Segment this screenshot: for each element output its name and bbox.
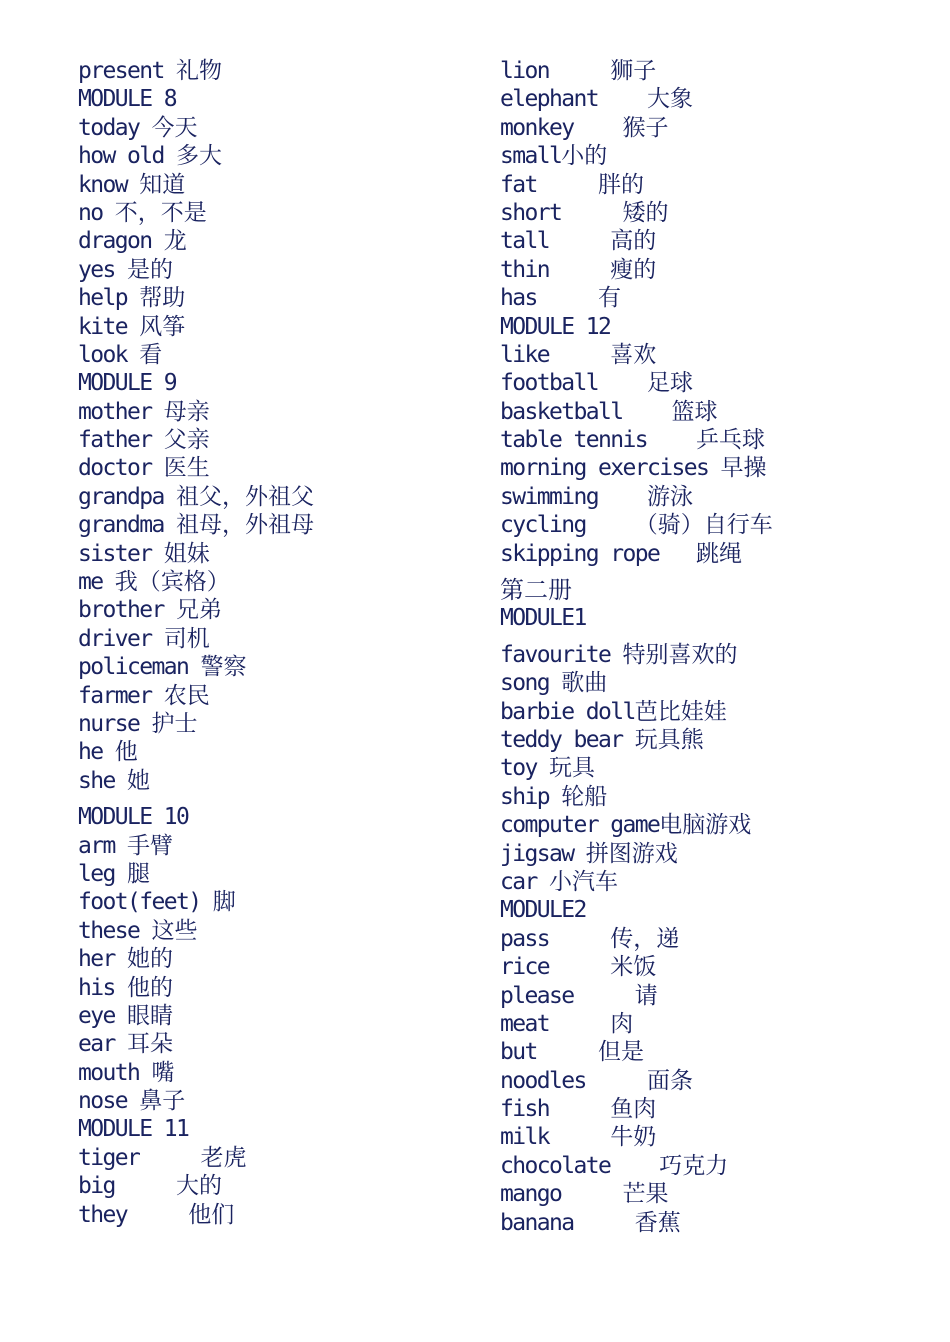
english-word: they	[78, 1201, 189, 1228]
english-word: elephant	[500, 86, 647, 113]
vocab-entry-favourite	[500, 641, 920, 669]
chinese-meaning: 玩具	[549, 755, 595, 782]
english-word: big	[78, 1173, 176, 1200]
english-word: but	[500, 1039, 598, 1066]
english-word: me	[78, 569, 115, 596]
english-word: jigsaw	[500, 840, 586, 867]
vocab-entry-look	[78, 341, 458, 369]
chinese-meaning: 足球	[646, 370, 693, 397]
english-word: toy	[500, 755, 549, 782]
vocab-entry-swimming	[500, 483, 920, 511]
vocab-entry-small	[500, 142, 920, 170]
vocab-entry-tiger	[78, 1144, 458, 1172]
english-word: lion	[500, 58, 611, 84]
vocab-entry-dragon	[78, 227, 458, 255]
chinese-meaning: 鱼肉	[610, 1096, 657, 1123]
english-word: farmer	[78, 682, 164, 709]
vocab-entry-no	[78, 199, 458, 227]
english-word: monkey	[500, 114, 623, 141]
vocab-entry-computer-game	[500, 811, 920, 839]
section-heading	[500, 313, 920, 341]
chinese-meaning: 父亲	[163, 427, 210, 454]
chinese-meaning: 耳朵	[127, 1031, 173, 1058]
chinese-meaning: 乒乓球	[695, 427, 765, 454]
english-word: driver	[78, 625, 164, 652]
english-word: banana	[500, 1209, 635, 1236]
vocab-entry-her	[78, 945, 458, 973]
english-word: fish	[500, 1096, 611, 1123]
vocab-entry-football	[500, 369, 920, 397]
english-word: doctor	[78, 455, 164, 482]
vocab-entry-mother	[78, 398, 458, 426]
vocab-entry-nose	[78, 1087, 458, 1115]
vocab-entry-car	[500, 868, 920, 896]
section-heading	[500, 576, 920, 604]
english-word: MODULE 11	[78, 1116, 189, 1143]
vocab-entry-kite	[78, 313, 458, 341]
english-word: no	[78, 199, 115, 226]
english-word: tall	[500, 228, 611, 255]
chinese-meaning: 大的	[175, 1173, 222, 1200]
english-word: know	[78, 171, 140, 198]
chinese-meaning: 嘴	[151, 1059, 175, 1086]
english-word: how old	[78, 143, 176, 170]
vocab-entry-present	[78, 57, 458, 85]
vocab-entry-song	[500, 669, 920, 697]
chinese-meaning: 今天	[151, 114, 198, 141]
chinese-meaning: 礼物	[175, 58, 222, 84]
english-word: MODULE 8	[78, 86, 176, 113]
vocab-entry-skipping-rope	[500, 540, 920, 568]
chinese-meaning: 我（宾格）	[114, 569, 230, 596]
english-word: teddy bear	[500, 726, 635, 753]
chinese-meaning: 手臂	[127, 832, 173, 859]
vocab-entry-but	[500, 1038, 920, 1066]
chinese-meaning: 她	[127, 767, 150, 794]
chinese-meaning: 小汽车	[549, 868, 618, 895]
english-word: he	[78, 739, 115, 766]
english-word: his	[78, 974, 127, 1001]
english-word: these	[78, 917, 152, 944]
chinese-meaning: 看	[139, 341, 163, 368]
chinese-meaning: 这些	[151, 917, 198, 944]
chinese-meaning: 矮的	[622, 199, 669, 226]
english-word: arm	[78, 832, 127, 859]
vocab-entry-ear	[78, 1030, 458, 1058]
vocab-entry-eye	[78, 1002, 458, 1030]
english-word: present	[78, 58, 176, 84]
english-word: MODULE2	[500, 897, 586, 924]
vocab-entry-cycling	[500, 511, 920, 539]
english-word: song	[500, 670, 562, 697]
vocab-entry-mouth	[78, 1059, 458, 1087]
vocab-entry-basketball	[500, 398, 920, 426]
english-word: yes	[78, 256, 127, 283]
english-word: rice	[500, 954, 611, 981]
vocab-entry-brother	[78, 596, 458, 624]
chinese-meaning: 风筝	[139, 313, 186, 340]
vocab-entry-thin	[500, 256, 920, 284]
english-word: thin	[500, 256, 611, 283]
english-word: cycling	[500, 512, 635, 539]
chinese-meaning: 是的	[127, 256, 173, 283]
vocab-entry-jigsaw	[500, 840, 920, 868]
vocab-entry-banana	[500, 1209, 920, 1237]
english-word: help	[78, 285, 140, 312]
english-word: nose	[78, 1088, 140, 1115]
english-word: table tennis	[500, 427, 696, 454]
chinese-meaning: 胖的	[597, 171, 644, 198]
vocab-entry-foot-feet	[78, 888, 458, 916]
english-word: please	[500, 982, 635, 1009]
chinese-meaning: 早操	[720, 455, 767, 482]
english-word: noodles	[500, 1067, 647, 1094]
vocab-entry-nurse	[78, 710, 458, 738]
chinese-meaning: 跳绳	[695, 540, 742, 567]
vocab-entry-me	[78, 568, 458, 596]
vocab-entry-short	[500, 199, 920, 227]
chinese-meaning: 帮助	[139, 285, 186, 312]
chinese-meaning: 多大	[175, 143, 222, 170]
english-word: favourite	[500, 641, 623, 668]
vocab-entry-mango	[500, 1180, 920, 1208]
english-word: basketball	[500, 398, 672, 425]
vocab-entry-policeman	[78, 653, 458, 681]
vocab-entry-big	[78, 1172, 458, 1200]
chinese-meaning: 电脑游戏	[659, 812, 752, 839]
english-word: foot(feet)	[78, 889, 213, 916]
vocab-entry-chocolate	[500, 1152, 920, 1180]
chinese-meaning: 拼图游戏	[585, 840, 678, 867]
chinese-meaning: 肉	[610, 1010, 634, 1037]
chinese-meaning: 瘦的	[610, 256, 657, 283]
vocab-entry-table-tennis	[500, 426, 920, 454]
english-word: mother	[78, 398, 164, 425]
chinese-meaning: 游泳	[646, 483, 693, 510]
vocab-entry-she	[78, 767, 458, 795]
english-word: grandpa	[78, 483, 176, 510]
vocab-entry-they	[78, 1201, 458, 1229]
english-word: fat	[500, 171, 598, 198]
chinese-meaning: 医生	[163, 455, 210, 482]
vocab-entry-fat	[500, 171, 920, 199]
english-word: policeman	[78, 654, 201, 681]
right-vocabulary-column	[500, 57, 920, 1237]
chinese-meaning: 第二册	[500, 576, 572, 605]
vocab-entry-pass	[500, 925, 920, 953]
english-word: small	[500, 143, 562, 170]
english-word: MODULE 10	[78, 804, 189, 831]
english-word: her	[78, 946, 127, 973]
vocab-entry-yes	[78, 256, 458, 284]
english-word: MODULE1	[500, 605, 586, 632]
chinese-meaning: 猴子	[622, 114, 669, 141]
vocab-entry-grandma	[78, 511, 458, 539]
vocab-entry-farmer	[78, 682, 458, 710]
english-word: morning exercises	[500, 455, 721, 482]
english-word: nurse	[78, 710, 152, 737]
english-word: ship	[500, 783, 562, 810]
chinese-meaning: 鼻子	[139, 1088, 186, 1115]
vocab-entry-like	[500, 341, 920, 369]
english-word: like	[500, 341, 611, 368]
chinese-meaning: 不，不是	[114, 199, 207, 226]
chinese-meaning: 特别喜欢的	[622, 641, 738, 668]
chinese-meaning: 有	[597, 285, 621, 312]
chinese-meaning: 腿	[127, 860, 150, 887]
english-word: tiger	[78, 1144, 201, 1171]
chinese-meaning: 眼睛	[127, 1002, 173, 1029]
english-word: dragon	[78, 228, 164, 255]
chinese-meaning: 母亲	[163, 398, 210, 425]
chinese-meaning: 龙	[163, 228, 187, 255]
chinese-meaning: 小的	[561, 143, 608, 170]
vocab-entry-ship	[500, 783, 920, 811]
english-word: mouth	[78, 1059, 152, 1086]
english-word: sister	[78, 540, 164, 567]
vocab-entry-how-old	[78, 142, 458, 170]
vocab-entry-these	[78, 917, 458, 945]
vocab-entry-elephant	[500, 85, 920, 113]
chinese-meaning: 护士	[151, 710, 198, 737]
chinese-meaning: 大象	[646, 86, 693, 113]
english-word: MODULE 9	[78, 370, 176, 397]
chinese-meaning: 牛奶	[610, 1124, 657, 1151]
chinese-meaning: 农民	[163, 682, 210, 709]
vocab-entry-teddy-bear	[500, 726, 920, 754]
vocab-entry-driver	[78, 625, 458, 653]
vocab-entry-know	[78, 171, 458, 199]
left-vocabulary-column	[78, 57, 458, 1229]
vocab-entry-his	[78, 974, 458, 1002]
english-word: MODULE 12	[500, 313, 611, 340]
chinese-meaning: 巧克力	[659, 1152, 729, 1179]
chinese-meaning: 歌曲	[561, 670, 608, 697]
vocab-entry-grandpa	[78, 483, 458, 511]
chinese-meaning: 米饭	[610, 954, 657, 981]
vocab-entry-monkey	[500, 114, 920, 142]
chinese-meaning: 篮球	[671, 398, 718, 425]
section-heading	[78, 85, 458, 113]
vocab-entry-sister	[78, 540, 458, 568]
english-word: chocolate	[500, 1152, 660, 1179]
section-heading	[78, 1115, 458, 1143]
chinese-meaning: 请	[634, 982, 658, 1009]
chinese-meaning: 姐妹	[163, 540, 210, 567]
vocab-entry-meat	[500, 1010, 920, 1038]
english-word: kite	[78, 313, 140, 340]
english-word: grandma	[78, 512, 176, 539]
chinese-meaning: 老虎	[200, 1144, 247, 1171]
vocab-entry-doctor	[78, 454, 458, 482]
chinese-meaning: 芭比娃娃	[634, 698, 727, 725]
english-word: brother	[78, 597, 176, 624]
section-heading	[500, 896, 920, 924]
english-word: skipping rope	[500, 540, 696, 567]
chinese-meaning: 她的	[127, 946, 173, 973]
chinese-meaning: 喜欢	[610, 341, 657, 368]
english-word: milk	[500, 1124, 611, 1151]
vocab-entry-lion	[500, 57, 920, 85]
section-heading	[78, 369, 458, 397]
vocab-entry-leg	[78, 860, 458, 888]
chinese-meaning: 他的	[127, 974, 173, 1001]
chinese-meaning: 他	[114, 739, 138, 766]
vocab-entry-fish	[500, 1095, 920, 1123]
chinese-meaning: 高的	[610, 228, 657, 255]
chinese-meaning: （骑）自行车	[634, 512, 773, 539]
english-word: ear	[78, 1031, 127, 1058]
english-word: eye	[78, 1002, 127, 1029]
section-heading	[500, 604, 920, 632]
vocab-entry-father	[78, 426, 458, 454]
english-word: football	[500, 370, 647, 397]
chinese-meaning: 祖父，外祖父	[175, 483, 314, 510]
english-word: mango	[500, 1181, 623, 1208]
chinese-meaning: 面条	[646, 1067, 693, 1094]
chinese-meaning: 警察	[200, 654, 247, 681]
section-heading	[78, 803, 458, 831]
vocab-entry-today	[78, 114, 458, 142]
chinese-meaning: 狮子	[610, 58, 657, 84]
chinese-meaning: 但是	[597, 1039, 644, 1066]
chinese-meaning: 司机	[163, 625, 210, 652]
vocab-entry-noodles	[500, 1067, 920, 1095]
vocab-entry-milk	[500, 1123, 920, 1151]
chinese-meaning: 脚	[212, 889, 236, 916]
english-word: barbie doll	[500, 698, 635, 725]
chinese-meaning: 传，递	[610, 925, 680, 952]
english-word: look	[78, 341, 140, 368]
chinese-meaning: 祖母，外祖母	[175, 512, 314, 539]
english-word: short	[500, 199, 623, 226]
chinese-meaning: 香蕉	[634, 1209, 681, 1236]
chinese-meaning: 芒果	[622, 1181, 669, 1208]
english-word: has	[500, 285, 598, 312]
english-word: car	[500, 868, 549, 895]
vocab-entry-rice	[500, 953, 920, 981]
chinese-meaning: 知道	[139, 171, 186, 198]
english-word: meat	[500, 1010, 611, 1037]
english-word: pass	[500, 925, 611, 952]
english-word: swimming	[500, 483, 647, 510]
vocab-entry-barbie-doll	[500, 698, 920, 726]
chinese-meaning: 轮船	[561, 783, 608, 810]
english-word: leg	[78, 860, 127, 887]
chinese-meaning: 兄弟	[175, 597, 222, 624]
chinese-meaning: 他们	[188, 1201, 235, 1228]
vocab-entry-arm	[78, 832, 458, 860]
chinese-meaning: 玩具熊	[634, 726, 704, 753]
english-word: computer game	[500, 812, 660, 839]
english-word: father	[78, 427, 164, 454]
vocab-entry-please	[500, 982, 920, 1010]
vocab-entry-toy	[500, 754, 920, 782]
vocab-entry-tall	[500, 227, 920, 255]
english-word: she	[78, 767, 127, 794]
vocab-entry-morning-exercises	[500, 454, 920, 482]
vocab-entry-has	[500, 284, 920, 312]
vocab-entry-he	[78, 738, 458, 766]
english-word: today	[78, 114, 152, 141]
vocab-entry-help	[78, 284, 458, 312]
